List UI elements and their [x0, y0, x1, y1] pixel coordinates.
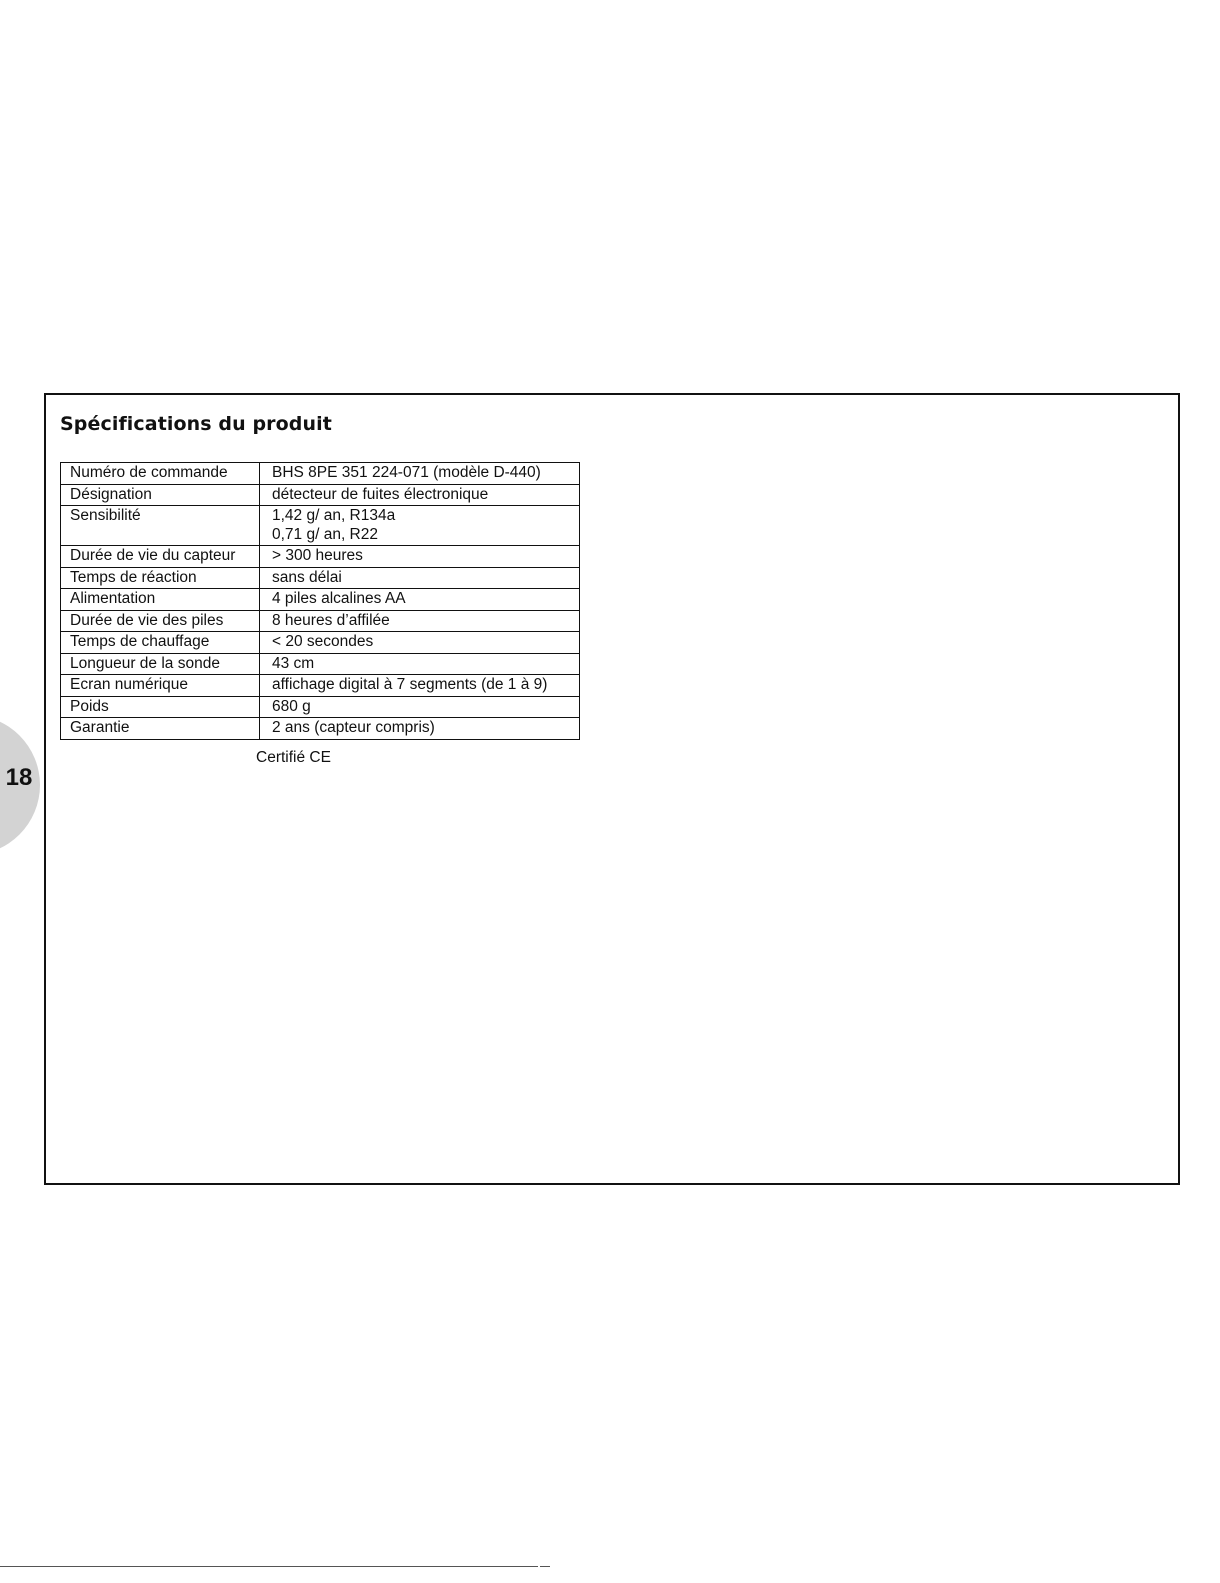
- spec-table: [60, 462, 580, 740]
- table-row: [61, 506, 580, 546]
- spec-label: Temps de chauffage: [61, 632, 260, 654]
- spec-value: détecteur de fuites électronique: [260, 484, 580, 506]
- table-row: [61, 696, 580, 718]
- spec-value-multiline: [260, 506, 580, 546]
- table-row: [61, 546, 580, 568]
- table-row: [61, 463, 580, 485]
- spec-value-line: 0,71 g/ an, R22: [272, 525, 378, 543]
- bottom-rule: [0, 1566, 538, 1567]
- spec-value: > 300 heures: [260, 546, 580, 568]
- spec-label: Garantie: [61, 718, 260, 740]
- table-row: [61, 484, 580, 506]
- table-row: [61, 718, 580, 740]
- spec-label: Poids: [61, 696, 260, 718]
- spec-value: 8 heures d’affilée: [260, 610, 580, 632]
- spec-label: Désignation: [61, 484, 260, 506]
- spec-label: Numéro de commande: [61, 463, 260, 485]
- page-number: 18: [5, 764, 33, 791]
- spec-label: Temps de réaction: [61, 567, 260, 589]
- table-row: [61, 675, 580, 697]
- table-row: [61, 632, 580, 654]
- spec-label: Sensibilité: [61, 506, 260, 546]
- table-row: [61, 589, 580, 611]
- spec-label: Durée de vie du capteur: [61, 546, 260, 568]
- certification-text: Certifié CE: [256, 749, 331, 766]
- spec-value: 680 g: [260, 696, 580, 718]
- section-title: Spécifications du produit: [60, 413, 332, 435]
- spec-label: Alimentation: [61, 589, 260, 611]
- spec-label: Longueur de la sonde: [61, 653, 260, 675]
- bottom-tick: [540, 1566, 550, 1567]
- spec-value: 2 ans (capteur compris): [260, 718, 580, 740]
- table-row: [61, 610, 580, 632]
- spec-value: 4 piles alcalines AA: [260, 589, 580, 611]
- spec-frame: [44, 393, 1180, 1185]
- spec-label: Ecran numérique: [61, 675, 260, 697]
- spec-label: Durée de vie des piles: [61, 610, 260, 632]
- table-row: [61, 653, 580, 675]
- spec-value: BHS 8PE 351 224-071 (modèle D-440): [260, 463, 580, 485]
- table-row: [61, 567, 580, 589]
- spec-value-line: 1,42 g/ an, R134a: [272, 507, 396, 524]
- spec-value: sans délai: [260, 567, 580, 589]
- spec-value: < 20 secondes: [260, 632, 580, 654]
- spec-value: affichage digital à 7 segments (de 1 à 9): [260, 675, 580, 697]
- spec-value: 43 cm: [260, 653, 580, 675]
